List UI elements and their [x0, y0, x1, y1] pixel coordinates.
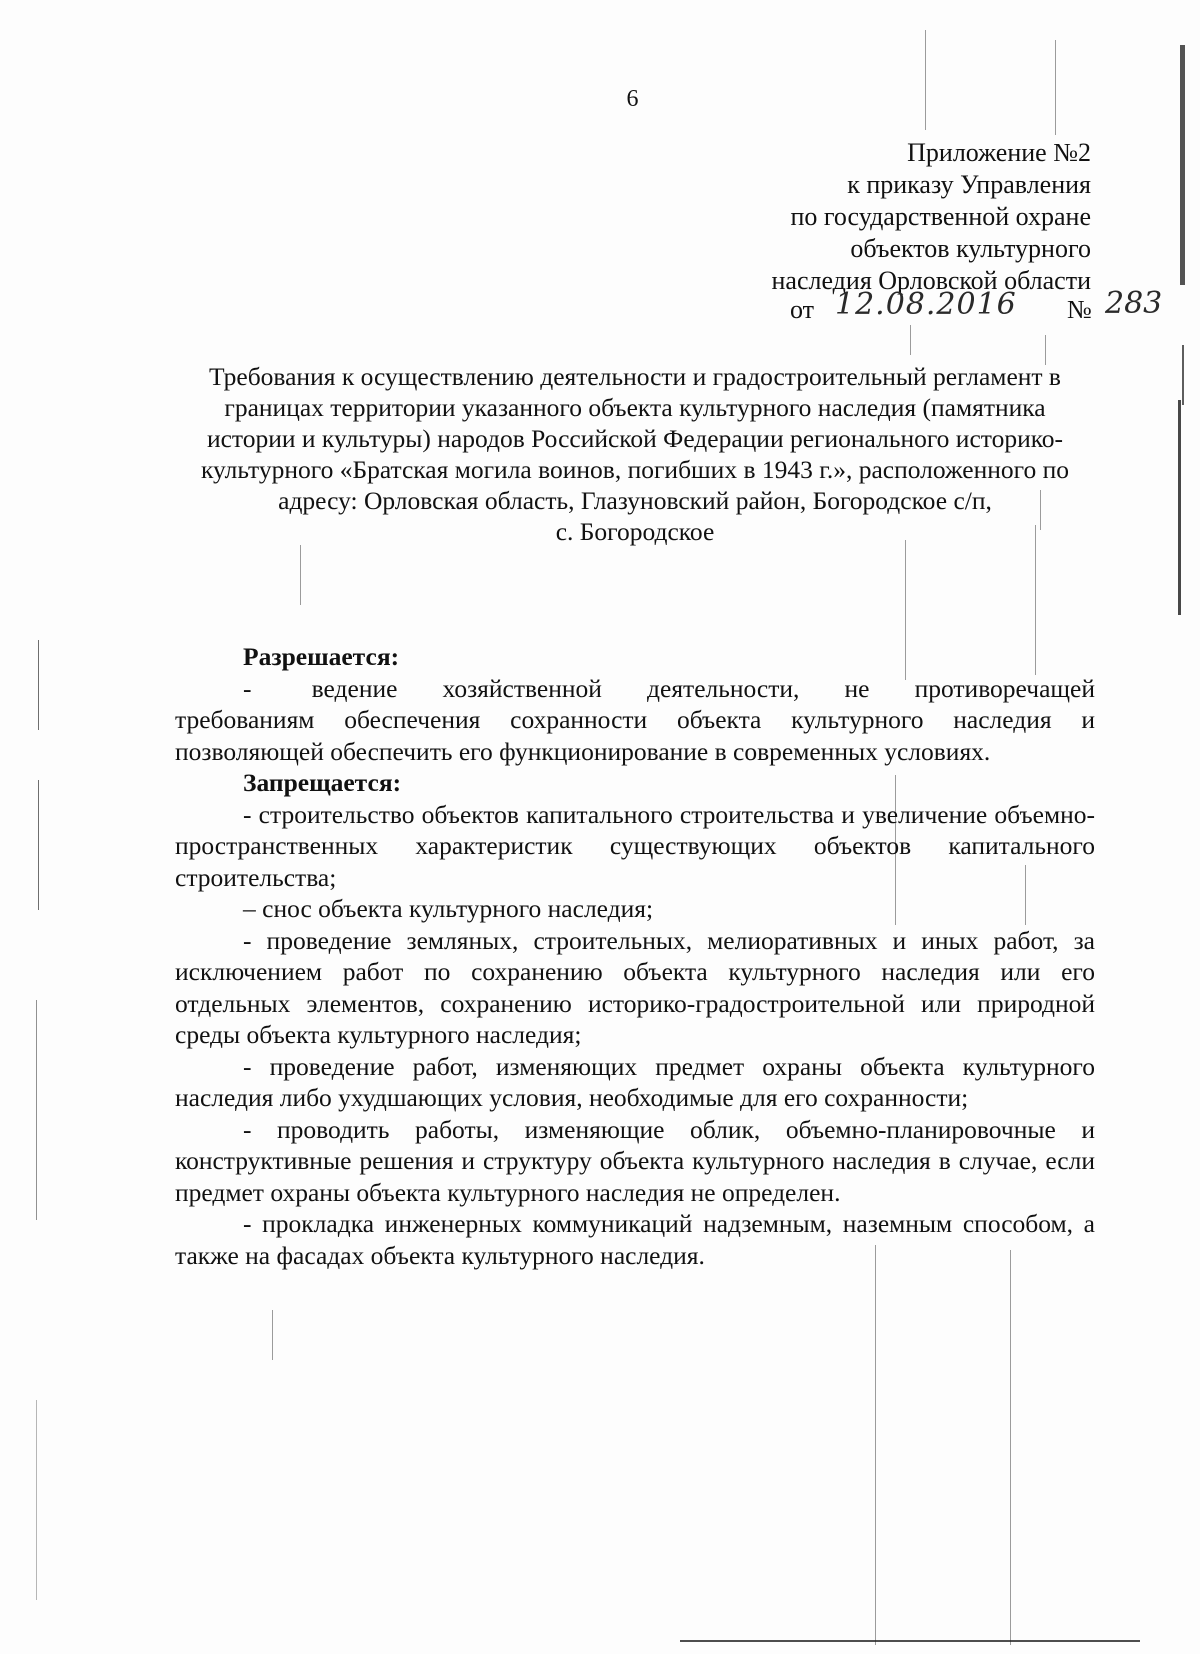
forbidden-item: - проводить работы, изменяющие облик, объемно-планировочные и конструктивные решения и структуру объекта культурного наследия в случае, если предмет охраны объекта культурного наследия не определен.	[175, 1114, 1095, 1207]
scan-artifact-line	[38, 780, 39, 910]
forbidden-item: - прокладка инженерных коммуникаций надземным, наземным способом, а также на фасадах объекта культурного наследия.	[175, 1209, 1095, 1270]
appendix-line: наследия Орловской области	[771, 266, 1091, 295]
scan-edge-mark	[1180, 45, 1185, 285]
number-label: №	[1067, 295, 1092, 324]
allowed-heading: Разрешается:	[243, 642, 400, 671]
scan-artifact-line	[925, 30, 926, 130]
scan-artifact-line	[36, 1400, 37, 1600]
scan-artifact-line	[38, 640, 39, 730]
forbidden-heading: Запрещается:	[243, 768, 402, 797]
allowed-item: - ведение хозяйственной деятельности, не противоречащей требованиям обеспечения сохранности объекта культурного наследия и позволяющей обеспечить его функционирование в современных условиях.	[175, 673, 1102, 766]
forbidden-item: - проведение работ, изменяющих предмет охраны объекта культурного наследия либо ухудшающих условия, необходимые для его сохранности;	[175, 1051, 1095, 1112]
title-line: адресу: Орловская область, Глазуновский район, Богородское с/п,	[278, 486, 992, 515]
title-line: Требования к осуществлению деятельности и градостроительный регламент в	[209, 362, 1061, 391]
title-line: культурного «Братская могила воинов, погибших в 1943 г.», расположенного по	[201, 455, 1069, 484]
title-line: с. Богородское	[555, 517, 715, 546]
appendix-line: Приложение №2	[907, 138, 1091, 167]
scan-edge-mark	[1182, 345, 1184, 405]
title-line: истории и культуры) народов Российской Федерации регионального историко-	[206, 424, 1064, 453]
forbidden-item: - строительство объектов капитального строительства и увеличение объемно-пространственных характеристик существующих объектов капитального строительства;	[175, 799, 1095, 892]
appendix-line: объектов культурного	[850, 234, 1091, 263]
forbidden-item: - проведение земляных, строительных, мелиоративных и иных работ, за исключением работ по сохранению объекта культурного наследия или его отдельных элементов, сохранению историко-градостроительной или природной среды объекта культурного наследия;	[175, 925, 1095, 1049]
appendix-line: к приказу Управления	[847, 170, 1091, 199]
title-line: границах территории указанного объекта культурного наследия (памятника	[224, 393, 1046, 422]
scan-artifact-line	[875, 1245, 876, 1645]
appendix-line: по государственной охране	[790, 202, 1091, 231]
scan-bottom-line	[680, 1640, 1140, 1642]
handwritten-date: 12.08.2016	[835, 287, 1017, 322]
scan-edge-mark	[1178, 400, 1181, 615]
scan-artifact-line	[36, 1000, 37, 1220]
order-date-number	[790, 286, 1163, 331]
document-body	[175, 641, 1102, 1271]
handwritten-number: 283	[1105, 286, 1163, 321]
scan-artifact-line	[300, 545, 301, 605]
from-label: от	[790, 295, 815, 324]
scan-artifact-line	[1010, 1250, 1011, 1645]
scan-artifact-line	[272, 1310, 273, 1360]
document-title	[170, 361, 1100, 547]
appendix-header	[611, 137, 1091, 297]
page-number: 6	[626, 86, 639, 112]
forbidden-item: – снос объекта культурного наследия;	[243, 894, 654, 923]
